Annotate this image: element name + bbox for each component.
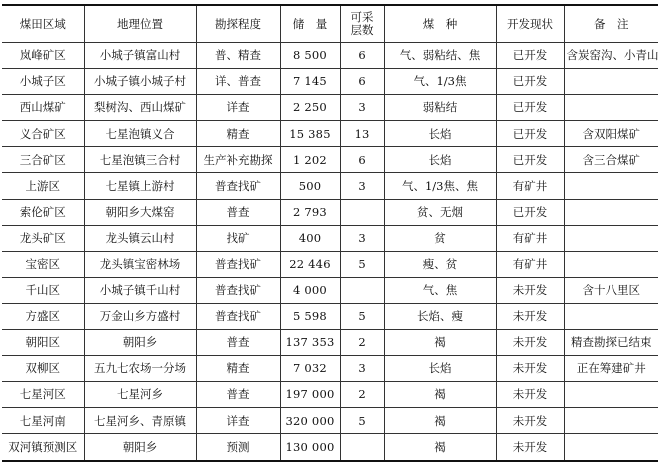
cell-exploration-level: 详查 [196,95,280,121]
cell-development-status: 未开发 [496,434,564,461]
cell-region: 七星河区 [2,382,84,408]
cell-reserves: 500 [280,173,340,199]
cell-region: 上游区 [2,173,84,199]
cell-development-status: 未开发 [496,408,564,434]
cell-coal-type: 长焰 [384,356,496,382]
cell-location: 五九七农场一分场 [84,356,196,382]
cell-location: 万金山乡方盛村 [84,303,196,329]
cell-reserves: 320 000 [280,408,340,434]
cell-mineable-seams: 2 [340,382,384,408]
cell-remarks: 含十八里区 [564,277,658,303]
cell-exploration-level: 普查找矿 [196,277,280,303]
table-row [2,173,658,199]
table-row [2,43,658,69]
cell-development-status: 未开发 [496,277,564,303]
cell-reserves: 5 598 [280,303,340,329]
cell-region: 龙头矿区 [2,225,84,251]
table-row [2,199,658,225]
cell-location: 七星镇上游村 [84,173,196,199]
cell-remarks [564,69,658,95]
cell-mineable-seams: 13 [340,121,384,147]
cell-exploration-level: 普查 [196,199,280,225]
cell-region: 七星河南 [2,408,84,434]
cell-exploration-level: 生产补充勘探 [196,147,280,173]
cell-region: 方盛区 [2,303,84,329]
cell-mineable-seams: 6 [340,147,384,173]
cell-reserves: 4 000 [280,277,340,303]
cell-reserves: 400 [280,225,340,251]
cell-development-status: 已开发 [496,199,564,225]
header-remarks: 备 注 [564,5,658,43]
cell-reserves: 137 353 [280,330,340,356]
cell-mineable-seams: 3 [340,356,384,382]
cell-development-status: 未开发 [496,382,564,408]
cell-mineable-seams: 2 [340,330,384,356]
cell-location: 小城子镇千山村 [84,277,196,303]
cell-coal-type: 气、1/3焦 [384,69,496,95]
cell-coal-type: 褐 [384,330,496,356]
table-row [2,147,658,173]
cell-exploration-level: 普、精查 [196,43,280,69]
cell-region: 宝密区 [2,251,84,277]
cell-reserves: 7 032 [280,356,340,382]
cell-exploration-level: 找矿 [196,225,280,251]
cell-region: 小城子区 [2,69,84,95]
header-row [2,5,658,43]
cell-location: 小城子镇富山村 [84,43,196,69]
cell-coal-type: 长焰、瘦 [384,303,496,329]
table-row [2,356,658,382]
cell-reserves: 7 145 [280,69,340,95]
cell-reserves: 197 000 [280,382,340,408]
cell-development-status: 未开发 [496,330,564,356]
cell-region: 千山区 [2,277,84,303]
table-row [2,95,658,121]
table-row [2,121,658,147]
cell-development-status: 已开发 [496,121,564,147]
cell-mineable-seams: 3 [340,95,384,121]
cell-remarks: 含炭窑沟、小青山 [564,43,658,69]
cell-remarks: 正在筹建矿井 [564,356,658,382]
cell-location: 七星泡镇义合 [84,121,196,147]
cell-development-status: 未开发 [496,356,564,382]
cell-location: 七星河乡、青原镇 [84,408,196,434]
cell-exploration-level: 普查找矿 [196,251,280,277]
table-row [2,69,658,95]
cell-remarks [564,382,658,408]
cell-coal-type: 气、1/3焦、焦 [384,173,496,199]
cell-reserves: 15 385 [280,121,340,147]
cell-coal-type: 贫、无烟 [384,199,496,225]
cell-coal-type: 气、焦 [384,277,496,303]
table-row [2,408,658,434]
cell-location: 梨树沟、西山煤矿 [84,95,196,121]
table-row [2,382,658,408]
cell-exploration-level: 详、普查 [196,69,280,95]
cell-mineable-seams [340,434,384,461]
cell-development-status: 已开发 [496,43,564,69]
table-body [2,43,658,461]
cell-reserves: 8 500 [280,43,340,69]
cell-region: 岚峰矿区 [2,43,84,69]
header-exploration-level: 勘探程度 [196,5,280,43]
cell-remarks [564,225,658,251]
cell-remarks [564,251,658,277]
cell-location: 七星河乡 [84,382,196,408]
cell-location: 龙头镇云山村 [84,225,196,251]
cell-remarks [564,95,658,121]
cell-mineable-seams: 5 [340,408,384,434]
cell-exploration-level: 普查 [196,382,280,408]
table-row [2,225,658,251]
cell-coal-type: 褐 [384,434,496,461]
cell-region: 索伦矿区 [2,199,84,225]
cell-mineable-seams: 5 [340,303,384,329]
cell-coal-type: 气、弱粘结、焦 [384,43,496,69]
cell-development-status: 已开发 [496,69,564,95]
cell-development-status: 未开发 [496,303,564,329]
cell-exploration-level: 普查找矿 [196,303,280,329]
cell-development-status: 有矿井 [496,225,564,251]
cell-mineable-seams: 5 [340,251,384,277]
table-row [2,277,658,303]
cell-development-status: 已开发 [496,95,564,121]
cell-development-status: 有矿井 [496,251,564,277]
cell-reserves: 2 250 [280,95,340,121]
cell-region: 西山煤矿 [2,95,84,121]
cell-mineable-seams: 6 [340,43,384,69]
coal-field-table [2,4,658,462]
cell-coal-type: 弱粘结 [384,95,496,121]
cell-location: 朝阳乡 [84,434,196,461]
cell-exploration-level: 精查 [196,356,280,382]
cell-development-status: 已开发 [496,147,564,173]
cell-remarks: 精查勘探已结束 [564,330,658,356]
cell-region: 三合矿区 [2,147,84,173]
header-location: 地理位置 [84,5,196,43]
cell-coal-type: 褐 [384,408,496,434]
cell-mineable-seams: 3 [340,225,384,251]
cell-location: 龙头镇宝密林场 [84,251,196,277]
cell-region: 双柳区 [2,356,84,382]
header-coal-type: 煤 种 [384,5,496,43]
cell-coal-type: 褐 [384,382,496,408]
cell-exploration-level: 普查 [196,330,280,356]
cell-mineable-seams: 3 [340,173,384,199]
header-development-status: 开发现状 [496,5,564,43]
cell-remarks [564,303,658,329]
cell-location: 七星泡镇三合村 [84,147,196,173]
cell-reserves: 130 000 [280,434,340,461]
cell-remarks: 含三合煤矿 [564,147,658,173]
cell-coal-type: 长焰 [384,147,496,173]
cell-region: 朝阳区 [2,330,84,356]
cell-mineable-seams [340,277,384,303]
cell-remarks [564,408,658,434]
cell-exploration-level: 预测 [196,434,280,461]
cell-coal-type: 贫 [384,225,496,251]
cell-exploration-level: 详查 [196,408,280,434]
table-row [2,434,658,461]
cell-reserves: 22 446 [280,251,340,277]
cell-region: 双河镇预测区 [2,434,84,461]
cell-remarks: 含双阳煤矿 [564,121,658,147]
cell-coal-type: 瘦、贫 [384,251,496,277]
cell-location: 朝阳乡 [84,330,196,356]
cell-remarks [564,434,658,461]
cell-location: 小城子镇小城子村 [84,69,196,95]
table-row [2,330,658,356]
cell-mineable-seams [340,199,384,225]
header-mineable-seams: 可采 层数 [340,5,384,43]
cell-reserves: 1 202 [280,147,340,173]
cell-exploration-level: 精查 [196,121,280,147]
cell-remarks [564,173,658,199]
table-row [2,303,658,329]
cell-exploration-level: 普查找矿 [196,173,280,199]
cell-development-status: 有矿井 [496,173,564,199]
cell-region: 义合矿区 [2,121,84,147]
cell-reserves: 2 793 [280,199,340,225]
header-reserves: 储 量 [280,5,340,43]
cell-mineable-seams: 6 [340,69,384,95]
cell-location: 朝阳乡大煤窑 [84,199,196,225]
cell-coal-type: 长焰 [384,121,496,147]
header-region: 煤田区域 [2,5,84,43]
table-row [2,251,658,277]
cell-remarks [564,199,658,225]
